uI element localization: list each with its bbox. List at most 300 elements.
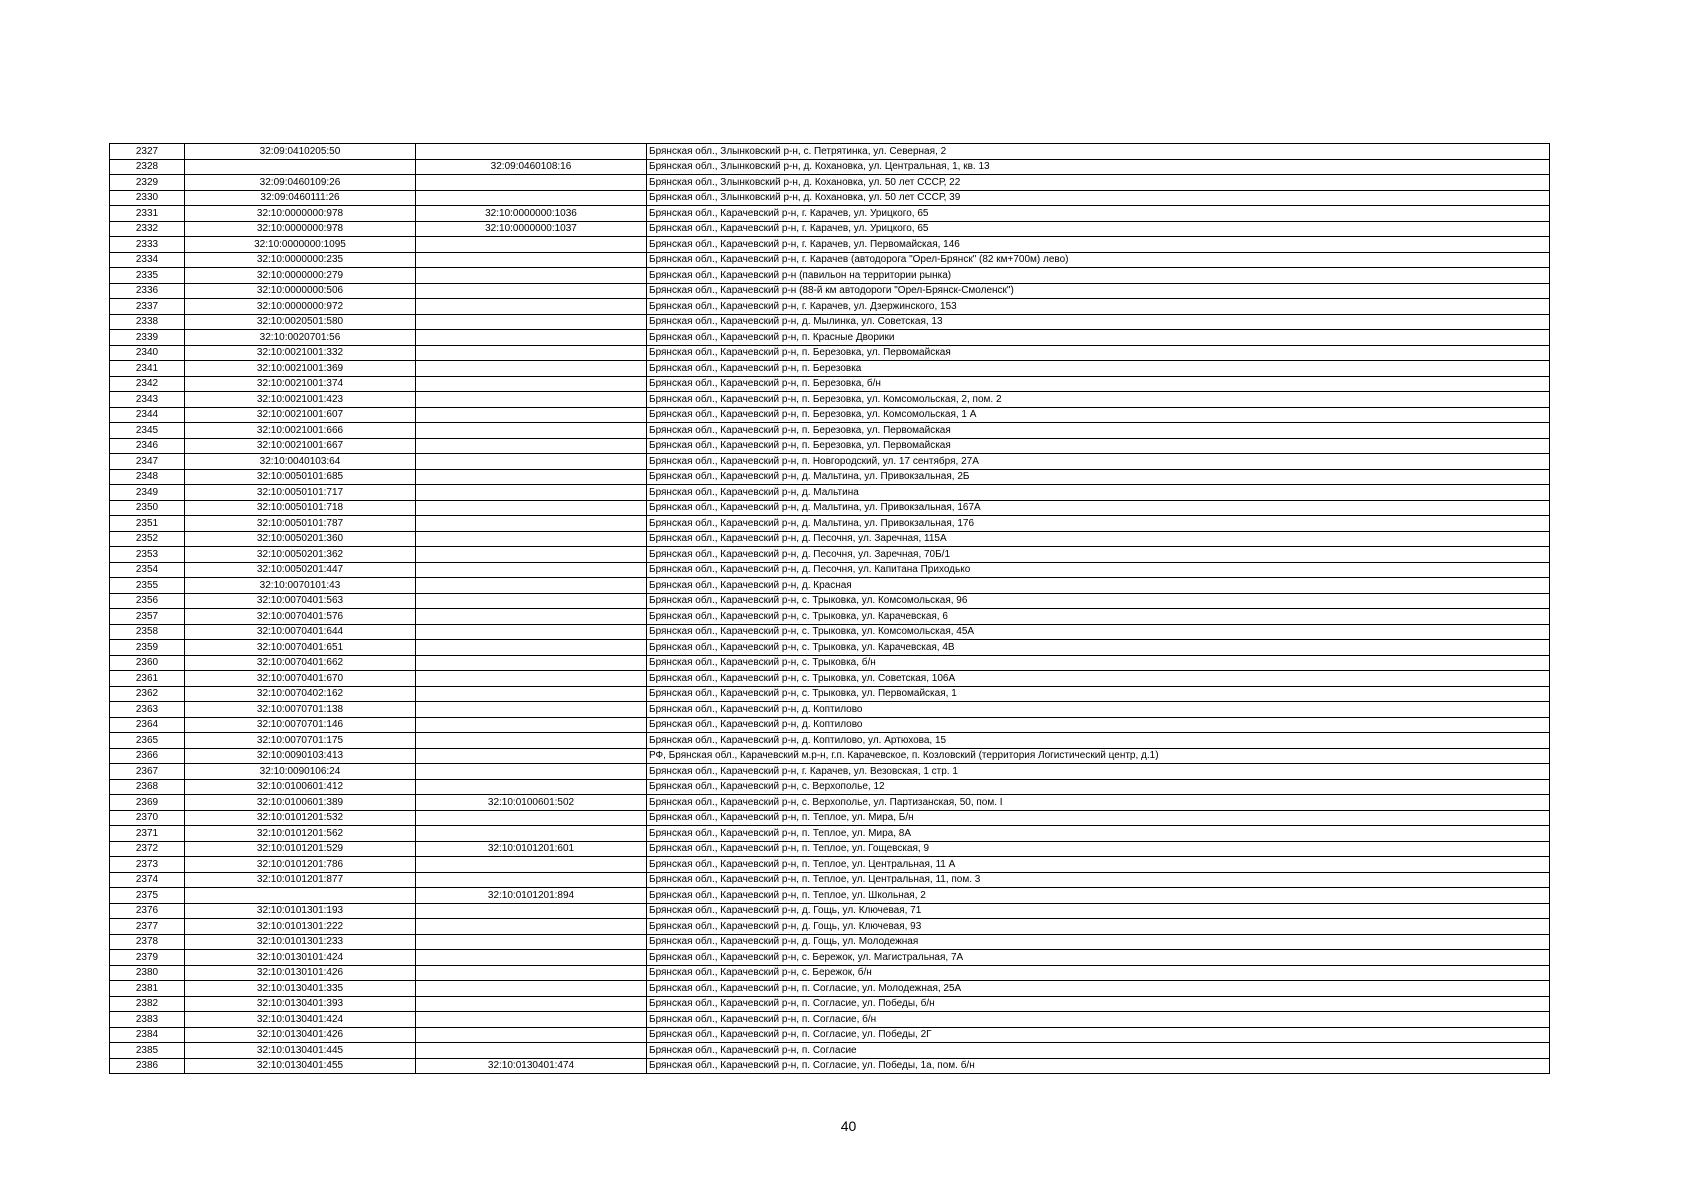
cadastral-number-cell: 32:10:0000000:978 [185, 206, 416, 222]
cadastral-number-cell: 32:10:0130401:445 [185, 1043, 416, 1059]
cadastral-number-cell: 32:10:0021001:666 [185, 423, 416, 439]
row-number-cell: 2355 [110, 578, 185, 594]
row-number-cell: 2364 [110, 717, 185, 733]
premises-number-cell [416, 454, 647, 470]
row-number-cell: 2331 [110, 206, 185, 222]
table-row [110, 252, 1550, 268]
address-cell: Брянская обл., Карачевский р-н, д. Мальтина [647, 485, 1550, 501]
premises-number-cell [416, 361, 647, 377]
table-row [110, 996, 1550, 1012]
row-number-cell: 2381 [110, 981, 185, 997]
premises-number-cell [416, 423, 647, 439]
address-cell: Брянская обл., Карачевский р-н, д. Мылинка, ул. Советская, 13 [647, 314, 1550, 330]
cadastral-number-cell: 32:10:0101201:562 [185, 826, 416, 842]
premises-number-cell [416, 826, 647, 842]
cadastral-number-cell: 32:10:0050101:717 [185, 485, 416, 501]
table-row [110, 469, 1550, 485]
premises-number-cell: 32:10:0101201:601 [416, 841, 647, 857]
table-row [110, 795, 1550, 811]
address-cell: Брянская обл., Карачевский р-н, п. Согласие, ул. Молодежная, 25А [647, 981, 1550, 997]
row-number-cell: 2344 [110, 407, 185, 423]
row-number-cell: 2378 [110, 934, 185, 950]
premises-number-cell [416, 299, 647, 315]
table-row [110, 872, 1550, 888]
address-cell: Брянская обл., Карачевский р-н, с. Трыковка, б/н [647, 655, 1550, 671]
row-number-cell: 2333 [110, 237, 185, 253]
table-row [110, 314, 1550, 330]
document-sheet [109, 143, 1549, 1074]
table-row [110, 903, 1550, 919]
cadastral-number-cell: 32:10:0070401:662 [185, 655, 416, 671]
row-number-cell: 2328 [110, 159, 185, 175]
address-cell: Брянская обл., Карачевский р-н, д. Песочня, ул. Заречная, 70Б/1 [647, 547, 1550, 563]
table-row [110, 547, 1550, 563]
address-cell: Брянская обл., Карачевский р-н, п. Березовка, ул. Первомайская [647, 345, 1550, 361]
cadastral-number-cell: 32:10:0021001:667 [185, 438, 416, 454]
row-number-cell: 2359 [110, 640, 185, 656]
row-number-cell: 2357 [110, 609, 185, 625]
cadastral-number-cell: 32:10:0101301:233 [185, 934, 416, 950]
premises-number-cell [416, 950, 647, 966]
premises-number-cell [416, 1027, 647, 1043]
row-number-cell: 2366 [110, 748, 185, 764]
cadastral-number-cell: 32:10:0070401:651 [185, 640, 416, 656]
table-row [110, 562, 1550, 578]
premises-number-cell [416, 314, 647, 330]
address-cell: РФ, Брянская обл., Карачевский м.р-н, г.п. Карачевское, п. Козловский (территория Логистический центр, д.1) [647, 748, 1550, 764]
address-cell: Брянская обл., Злынковский р-н, д. Кохановка, ул. 50 лет СССР, 39 [647, 190, 1550, 206]
address-cell: Брянская обл., Карачевский р-н, п. Красные Дворики [647, 330, 1550, 346]
row-number-cell: 2352 [110, 531, 185, 547]
table-row [110, 392, 1550, 408]
premises-number-cell: 32:10:0000000:1037 [416, 221, 647, 237]
address-cell: Брянская обл., Карачевский р-н, д. Гощь, ул. Ключевая, 93 [647, 919, 1550, 935]
table-row [110, 500, 1550, 516]
row-number-cell: 2336 [110, 283, 185, 299]
premises-number-cell [416, 981, 647, 997]
table-row [110, 593, 1550, 609]
table-row [110, 1012, 1550, 1028]
table-row [110, 624, 1550, 640]
address-cell: Брянская обл., Карачевский р-н, п. Согласие, ул. Победы, 2Г [647, 1027, 1550, 1043]
premises-number-cell: 32:10:0101201:894 [416, 888, 647, 904]
address-cell: Брянская обл., Карачевский р-н, д. Песочня, ул. Капитана Приходько [647, 562, 1550, 578]
premises-number-cell [416, 934, 647, 950]
table-row [110, 283, 1550, 299]
premises-number-cell: 32:10:0100601:502 [416, 795, 647, 811]
table-row [110, 609, 1550, 625]
row-number-cell: 2351 [110, 516, 185, 532]
address-cell: Брянская обл., Карачевский р-н, д. Коптилово [647, 702, 1550, 718]
cadastral-number-cell: 32:10:0090103:413 [185, 748, 416, 764]
premises-number-cell [416, 857, 647, 873]
row-number-cell: 2385 [110, 1043, 185, 1059]
address-cell: Брянская обл., Карачевский р-н, п. Березовка, б/н [647, 376, 1550, 392]
premises-number-cell [416, 190, 647, 206]
row-number-cell: 2373 [110, 857, 185, 873]
premises-number-cell [416, 733, 647, 749]
row-number-cell: 2340 [110, 345, 185, 361]
cadastral-number-cell [185, 159, 416, 175]
cadastral-number-cell: 32:10:0070401:576 [185, 609, 416, 625]
row-number-cell: 2384 [110, 1027, 185, 1043]
premises-number-cell [416, 392, 647, 408]
premises-number-cell [416, 919, 647, 935]
row-number-cell: 2379 [110, 950, 185, 966]
row-number-cell: 2358 [110, 624, 185, 640]
cadastral-number-cell: 32:10:0050201:360 [185, 531, 416, 547]
table-row [110, 919, 1550, 935]
row-number-cell: 2341 [110, 361, 185, 377]
cadastral-number-cell: 32:10:0070701:146 [185, 717, 416, 733]
cadastral-number-cell: 32:10:0070101:43 [185, 578, 416, 594]
row-number-cell: 2350 [110, 500, 185, 516]
table-row [110, 965, 1550, 981]
row-number-cell: 2360 [110, 655, 185, 671]
cadastral-number-cell: 32:10:0021001:332 [185, 345, 416, 361]
row-number-cell: 2375 [110, 888, 185, 904]
address-cell: Брянская обл., Карачевский р-н, с. Трыковка, ул. Первомайская, 1 [647, 686, 1550, 702]
cadastral-number-cell: 32:10:0100601:389 [185, 795, 416, 811]
address-cell: Брянская обл., Карачевский р-н, д. Коптилово [647, 717, 1550, 733]
cadastral-number-cell: 32:10:0000000:235 [185, 252, 416, 268]
premises-number-cell [416, 407, 647, 423]
address-cell: Брянская обл., Карачевский р-н (павильон на территории рынка) [647, 268, 1550, 284]
premises-number-cell [416, 624, 647, 640]
address-cell: Брянская обл., Карачевский р-н, п. Согласие, б/н [647, 1012, 1550, 1028]
cadastral-number-cell: 32:10:0020501:580 [185, 314, 416, 330]
address-cell: Брянская обл., Карачевский р-н, с. Бережок, ул. Магистральная, 7А [647, 950, 1550, 966]
address-cell: Брянская обл., Карачевский р-н, с. Трыковка, ул. Комсомольская, 45А [647, 624, 1550, 640]
table-row [110, 578, 1550, 594]
address-cell: Брянская обл., Карачевский р-н, с. Трыковка, ул. Карачевская, 4В [647, 640, 1550, 656]
cadastral-number-cell: 32:10:0130401:426 [185, 1027, 416, 1043]
premises-number-cell [416, 500, 647, 516]
address-cell: Брянская обл., Карачевский р-н, с. Верхополье, 12 [647, 779, 1550, 795]
table-row [110, 438, 1550, 454]
premises-number-cell [416, 748, 647, 764]
cadastral-number-cell [185, 888, 416, 904]
premises-number-cell [416, 1012, 647, 1028]
address-cell: Брянская обл., Карачевский р-н, с. Трыковка, ул. Советская, 106А [647, 671, 1550, 687]
cadastral-number-cell: 32:10:0100601:412 [185, 779, 416, 795]
address-cell: Брянская обл., Карачевский р-н, с. Трыковка, ул. Карачевская, 6 [647, 609, 1550, 625]
address-cell: Брянская обл., Карачевский р-н, д. Коптилово, ул. Артюхова, 15 [647, 733, 1550, 749]
address-cell: Брянская обл., Карачевский р-н, п. Согласие [647, 1043, 1550, 1059]
cadastral-number-cell: 32:10:0130401:455 [185, 1058, 416, 1074]
table-row [110, 531, 1550, 547]
table-row [110, 981, 1550, 997]
page-number: 40 [840, 1118, 857, 1134]
row-number-cell: 2347 [110, 454, 185, 470]
cadastral-number-cell: 32:10:0070401:563 [185, 593, 416, 609]
address-cell: Брянская обл., Карачевский р-н, с. Трыковка, ул. Комсомольская, 96 [647, 593, 1550, 609]
row-number-cell: 2376 [110, 903, 185, 919]
premises-number-cell [416, 330, 647, 346]
cadastral-number-cell: 32:10:0130401:393 [185, 996, 416, 1012]
address-cell: Брянская обл., Карачевский р-н, п. Теплое, ул. Центральная, 11, пом. 3 [647, 872, 1550, 888]
row-number-cell: 2386 [110, 1058, 185, 1074]
cadastral-number-cell: 32:10:0070401:644 [185, 624, 416, 640]
table-row [110, 330, 1550, 346]
cadastral-number-cell: 32:10:0021001:369 [185, 361, 416, 377]
premises-number-cell [416, 283, 647, 299]
premises-number-cell [416, 686, 647, 702]
premises-number-cell [416, 965, 647, 981]
row-number-cell: 2342 [110, 376, 185, 392]
premises-number-cell [416, 640, 647, 656]
premises-number-cell [416, 144, 647, 160]
row-number-cell: 2382 [110, 996, 185, 1012]
table-row [110, 144, 1550, 160]
cadastral-number-cell: 32:10:0000000:972 [185, 299, 416, 315]
premises-number-cell [416, 175, 647, 191]
address-cell: Брянская обл., Карачевский р-н, д. Гощь, ул. Ключевая, 71 [647, 903, 1550, 919]
table-row [110, 640, 1550, 656]
property-registry-table [109, 143, 1550, 1074]
cadastral-number-cell: 32:10:0101201:532 [185, 810, 416, 826]
table-row [110, 779, 1550, 795]
address-cell: Брянская обл., Карачевский р-н, д. Мальтина, ул. Привокзальная, 176 [647, 516, 1550, 532]
premises-number-cell [416, 562, 647, 578]
row-number-cell: 2337 [110, 299, 185, 315]
address-cell: Брянская обл., Карачевский р-н, п. Согласие, ул. Победы, б/н [647, 996, 1550, 1012]
cadastral-number-cell: 32:10:0130101:424 [185, 950, 416, 966]
row-number-cell: 2335 [110, 268, 185, 284]
address-cell: Брянская обл., Карачевский р-н, п. Теплое, ул. Мира, Б/н [647, 810, 1550, 826]
row-number-cell: 2372 [110, 841, 185, 857]
address-cell: Брянская обл., Злынковский р-н, с. Петрятинка, ул. Северная, 2 [647, 144, 1550, 160]
table-row [110, 888, 1550, 904]
table-row [110, 516, 1550, 532]
address-cell: Брянская обл., Карачевский р-н, п. Теплое, ул. Центральная, 11 А [647, 857, 1550, 873]
address-cell: Брянская обл., Карачевский р-н, п. Березовка, ул. Первомайская [647, 438, 1550, 454]
premises-number-cell [416, 671, 647, 687]
address-cell: Брянская обл., Карачевский р-н, п. Согласие, ул. Победы, 1а, пом. б/н [647, 1058, 1550, 1074]
table-row [110, 950, 1550, 966]
table-row [110, 1058, 1550, 1074]
table-row [110, 764, 1550, 780]
table-row [110, 485, 1550, 501]
premises-number-cell [416, 578, 647, 594]
cadastral-number-cell: 32:10:0090106:24 [185, 764, 416, 780]
table-row [110, 268, 1550, 284]
cadastral-number-cell: 32:10:0101301:222 [185, 919, 416, 935]
premises-number-cell [416, 345, 647, 361]
address-cell: Брянская обл., Карачевский р-н, д. Красная [647, 578, 1550, 594]
premises-number-cell [416, 996, 647, 1012]
cadastral-number-cell: 32:09:0460111:26 [185, 190, 416, 206]
address-cell: Брянская обл., Карачевский р-н (88-й км автодороги "Орел-Брянск-Смоленск") [647, 283, 1550, 299]
row-number-cell: 2365 [110, 733, 185, 749]
address-cell: Брянская обл., Карачевский р-н, г. Карачев, ул. Первомайская, 146 [647, 237, 1550, 253]
address-cell: Брянская обл., Карачевский р-н, п. Березовка, ул. Первомайская [647, 423, 1550, 439]
cadastral-number-cell: 32:10:0000000:978 [185, 221, 416, 237]
table-row [110, 857, 1550, 873]
row-number-cell: 2374 [110, 872, 185, 888]
premises-number-cell [416, 702, 647, 718]
table-row [110, 686, 1550, 702]
row-number-cell: 2363 [110, 702, 185, 718]
cadastral-number-cell: 32:10:0130401:335 [185, 981, 416, 997]
premises-number-cell [416, 655, 647, 671]
premises-number-cell [416, 376, 647, 392]
cadastral-number-cell: 32:10:0050101:787 [185, 516, 416, 532]
premises-number-cell [416, 810, 647, 826]
cadastral-number-cell: 32:10:0021001:607 [185, 407, 416, 423]
address-cell: Брянская обл., Карачевский р-н, п. Теплое, ул. Мира, 8А [647, 826, 1550, 842]
table-row [110, 733, 1550, 749]
address-cell: Брянская обл., Карачевский р-н, п. Березовка, ул. Комсомольская, 2, пом. 2 [647, 392, 1550, 408]
table-row [110, 717, 1550, 733]
address-cell: Брянская обл., Карачевский р-н, г. Карачев, ул. Дзержинского, 153 [647, 299, 1550, 315]
premises-number-cell [416, 547, 647, 563]
cadastral-number-cell: 32:10:0070701:138 [185, 702, 416, 718]
address-cell: Брянская обл., Карачевский р-н, с. Верхополье, ул. Партизанская, 50, пом. I [647, 795, 1550, 811]
premises-number-cell [416, 485, 647, 501]
table-row [110, 221, 1550, 237]
row-number-cell: 2377 [110, 919, 185, 935]
premises-number-cell: 32:10:0130401:474 [416, 1058, 647, 1074]
address-cell: Брянская обл., Карачевский р-н, с. Бережок, б/н [647, 965, 1550, 981]
cadastral-number-cell: 32:10:0101201:877 [185, 872, 416, 888]
cadastral-number-cell: 32:10:0040103:64 [185, 454, 416, 470]
table-row [110, 407, 1550, 423]
address-cell: Брянская обл., Злынковский р-н, д. Кохановка, ул. 50 лет СССР, 22 [647, 175, 1550, 191]
cadastral-number-cell: 32:10:0021001:374 [185, 376, 416, 392]
premises-number-cell [416, 872, 647, 888]
row-number-cell: 2361 [110, 671, 185, 687]
premises-number-cell [416, 252, 647, 268]
row-number-cell: 2356 [110, 593, 185, 609]
cadastral-number-cell: 32:10:0020701:56 [185, 330, 416, 346]
address-cell: Брянская обл., Карачевский р-н, г. Карачев, ул. Урицкого, 65 [647, 221, 1550, 237]
cadastral-number-cell: 32:10:0070701:175 [185, 733, 416, 749]
premises-number-cell: 32:09:0460108:16 [416, 159, 647, 175]
premises-number-cell [416, 1043, 647, 1059]
table-row [110, 934, 1550, 950]
cadastral-number-cell: 32:10:0101201:529 [185, 841, 416, 857]
cadastral-number-cell: 32:10:0101301:193 [185, 903, 416, 919]
cadastral-number-cell: 32:10:0130401:424 [185, 1012, 416, 1028]
cadastral-number-cell: 32:10:0000000:506 [185, 283, 416, 299]
table-row [110, 702, 1550, 718]
address-cell: Брянская обл., Карачевский р-н, г. Карачев, ул. Везовская, 1 стр. 1 [647, 764, 1550, 780]
cadastral-number-cell: 32:09:0460109:26 [185, 175, 416, 191]
cadastral-number-cell: 32:09:0410205:50 [185, 144, 416, 160]
address-cell: Брянская обл., Карачевский р-н, д. Мальтина, ул. Привокзальная, 2Б [647, 469, 1550, 485]
table-row [110, 159, 1550, 175]
cadastral-number-cell: 32:10:0050101:718 [185, 500, 416, 516]
cadastral-number-cell: 32:10:0021001:423 [185, 392, 416, 408]
premises-number-cell [416, 516, 647, 532]
cadastral-number-cell: 32:10:0070401:670 [185, 671, 416, 687]
table-row [110, 299, 1550, 315]
row-number-cell: 2329 [110, 175, 185, 191]
address-cell: Брянская обл., Карачевский р-н, п. Березовка, ул. Комсомольская, 1 А [647, 407, 1550, 423]
address-cell: Брянская обл., Карачевский р-н, г. Карачев, ул. Урицкого, 65 [647, 206, 1550, 222]
address-cell: Брянская обл., Карачевский р-н, п. Теплое, ул. Школьная, 2 [647, 888, 1550, 904]
row-number-cell: 2327 [110, 144, 185, 160]
row-number-cell: 2349 [110, 485, 185, 501]
table-row [110, 454, 1550, 470]
address-cell: Брянская обл., Карачевский р-н, г. Карачев (автодорога "Орел-Брянск" (82 км+700м) лево) [647, 252, 1550, 268]
row-number-cell: 2330 [110, 190, 185, 206]
cadastral-number-cell: 32:10:0070402:162 [185, 686, 416, 702]
row-number-cell: 2370 [110, 810, 185, 826]
address-cell: Брянская обл., Карачевский р-н, д. Песочня, ул. Заречная, 115А [647, 531, 1550, 547]
row-number-cell: 2368 [110, 779, 185, 795]
table-row [110, 810, 1550, 826]
row-number-cell: 2380 [110, 965, 185, 981]
table-row [110, 826, 1550, 842]
row-number-cell: 2369 [110, 795, 185, 811]
premises-number-cell [416, 593, 647, 609]
premises-number-cell [416, 717, 647, 733]
table-row [110, 376, 1550, 392]
premises-number-cell [416, 531, 647, 547]
premises-number-cell [416, 609, 647, 625]
premises-number-cell [416, 903, 647, 919]
premises-number-cell [416, 469, 647, 485]
premises-number-cell [416, 268, 647, 284]
row-number-cell: 2346 [110, 438, 185, 454]
table-row [110, 423, 1550, 439]
cadastral-number-cell: 32:10:0101201:786 [185, 857, 416, 873]
row-number-cell: 2353 [110, 547, 185, 563]
table-row [110, 206, 1550, 222]
premises-number-cell [416, 438, 647, 454]
row-number-cell: 2362 [110, 686, 185, 702]
cadastral-number-cell: 32:10:0050201:362 [185, 547, 416, 563]
row-number-cell: 2332 [110, 221, 185, 237]
table-row [110, 361, 1550, 377]
row-number-cell: 2338 [110, 314, 185, 330]
table-row [110, 1027, 1550, 1043]
row-number-cell: 2367 [110, 764, 185, 780]
premises-number-cell [416, 764, 647, 780]
premises-number-cell [416, 779, 647, 795]
table-row [110, 237, 1550, 253]
table-row [110, 190, 1550, 206]
row-number-cell: 2339 [110, 330, 185, 346]
table-row [110, 1043, 1550, 1059]
table-row [110, 655, 1550, 671]
table-row [110, 671, 1550, 687]
cadastral-number-cell: 32:10:0130101:426 [185, 965, 416, 981]
row-number-cell: 2354 [110, 562, 185, 578]
table-row [110, 175, 1550, 191]
row-number-cell: 2348 [110, 469, 185, 485]
table-row [110, 748, 1550, 764]
address-cell: Брянская обл., Злынковский р-н, д. Кохановка, ул. Центральная, 1, кв. 13 [647, 159, 1550, 175]
cadastral-number-cell: 32:10:0000000:279 [185, 268, 416, 284]
cadastral-number-cell: 32:10:0050201:447 [185, 562, 416, 578]
premises-number-cell [416, 237, 647, 253]
address-cell: Брянская обл., Карачевский р-н, п. Теплое, ул. Гощевская, 9 [647, 841, 1550, 857]
row-number-cell: 2371 [110, 826, 185, 842]
address-cell: Брянская обл., Карачевский р-н, д. Гощь, ул. Молодежная [647, 934, 1550, 950]
registry-body [110, 144, 1550, 1074]
row-number-cell: 2343 [110, 392, 185, 408]
cadastral-number-cell: 32:10:0000000:1095 [185, 237, 416, 253]
cadastral-number-cell: 32:10:0050101:685 [185, 469, 416, 485]
row-number-cell: 2334 [110, 252, 185, 268]
address-cell: Брянская обл., Карачевский р-н, д. Мальтина, ул. Привокзальная, 167А [647, 500, 1550, 516]
table-row [110, 345, 1550, 361]
address-cell: Брянская обл., Карачевский р-н, п. Новгородский, ул. 17 сентября, 27А [647, 454, 1550, 470]
row-number-cell: 2383 [110, 1012, 185, 1028]
